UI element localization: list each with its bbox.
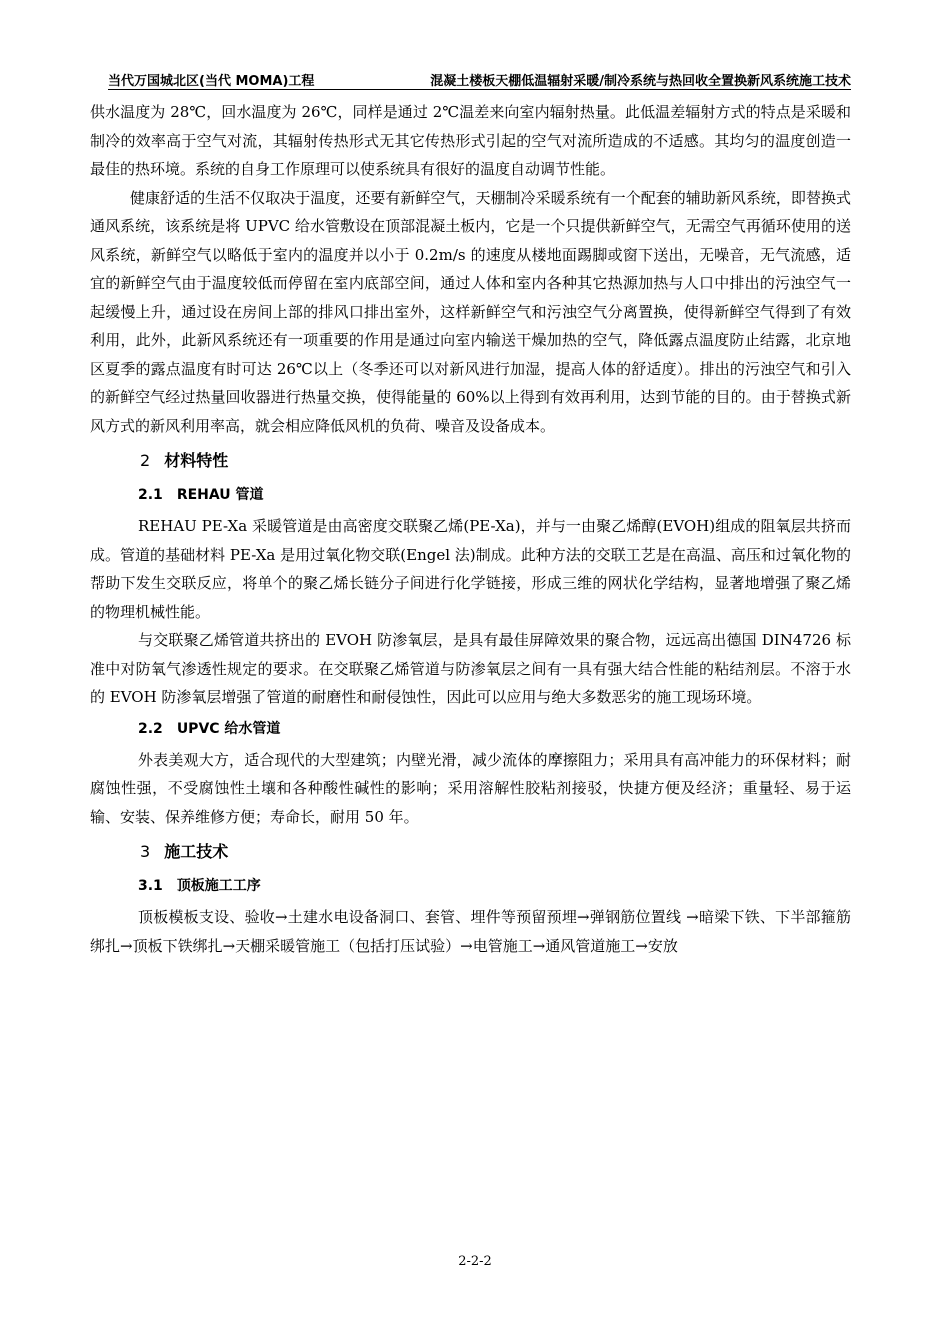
section-title: 施工技术 — [164, 842, 229, 861]
subsection-heading-2-2 — [90, 714, 851, 744]
header-divider — [108, 89, 851, 90]
subsection-title: 顶板施工工序 — [176, 878, 261, 894]
section-number: 2 — [140, 451, 151, 470]
section-title: 材料特性 — [164, 451, 229, 470]
subsection-number: 2.1 — [138, 487, 163, 503]
subsection-number: 2.2 — [138, 720, 163, 737]
paragraph-intro-2: 健康舒适的生活不仅取决于温度，还要有新鲜空气，天棚制冷采暖系统有一个配套的辅助新风系统，即替换式通风系统，该系统是将 UPVC 给水管敷设在顶部混凝土板内，它是一个只提供新鲜空气，无需空气再循环使用的送风系统，新鲜空气以略低于室内的温度并以小于 0.2m/s 的速度从楼地面踢脚或窗下送出，无噪音，无气流感，适宜的新鲜空气由于温度较低而停留在室内底部空间，通过人体和室内各种其它热源加热与人口中排出的污浊空气一起缓慢上升，通过设在房间上部的排风口排出室外，这样新鲜空气和污浊空气分离置换，使得新鲜空气得到了有效利用，此外，此新风系统还有一项重要的作用是通过向室内输送干燥加热的空气，降低露点温度防止结露，北京地区夏季的露点温度有时可达 26℃以上（冬季还可以对新风进行加湿，提高人体的舒适度）。排出的污浊空气和引入的新鲜空气经过热量回收器进行热量交换，使得能量的 60%以上得到有效再利用，达到节能的目的。由于替换式新风方式的新风利用率高，就会相应降低风机的负荷、噪音及设备成本。 — [90, 188, 851, 435]
header-project-name: 当代万国城北区(当代 MOMA)工程 — [108, 74, 315, 89]
header-document-title: 混凝土楼板天棚低温辐射采暖/制冷系统与热回收全置换新风系统施工技术 — [430, 74, 851, 89]
document-body — [90, 98, 851, 960]
subsection-title: UPVC 给水管道 — [176, 720, 281, 737]
paragraph-rehau-1: REHAU PE-Xa 采暖管道是由高密度交联聚乙烯(PE-Xa)，并与一由聚乙烯醇(EVOH)组成的阻氧层共挤而成。管道的基础材料 PE-Xa 是用过氧化物交联(Engel 法)制成。此种方法的交联工艺是在高温、高压和过氧化物的帮助下发生交联反应，将单个的聚乙烯长链分子间进行化学链接，形成三维的网状化学结构，显著地增强了聚乙烯的物理机械性能。 — [90, 517, 851, 621]
subsection-number: 3.1 — [138, 878, 163, 894]
subsection-heading-2-1 — [90, 480, 851, 510]
subsection-heading-3-1 — [90, 871, 851, 901]
paragraph-procedure: 顶板模板支设、验收→土建水电设备洞口、套管、埋件等预留预埋→弹钢筋位置线 →暗梁下铁、下半部箍筋绑扎→顶板下铁绑扎→天棚采暖管施工（包括打压试验）→电管施工→通风管道施工→安放 — [90, 908, 851, 955]
paragraph-intro-1: 供水温度为 28℃，回水温度为 26℃，同样是通过 2℃温差来向室内辐射热量。此低温差辐射方式的特点是采暖和制冷的效率高于空气对流，其辐射传热形式无其它传热形式引起的空气对流所造成的不适感。其均匀的温度创造一最佳的热环境。系统的自身工作原理可以使系统具有很好的温度自动调节性能。 — [90, 103, 851, 178]
section-number: 3 — [140, 842, 151, 861]
page-number: 2-2-2 — [458, 1254, 492, 1269]
subsection-title: REHAU 管道 — [176, 487, 264, 503]
paragraph-upvc: 外表美观大方，适合现代的大型建筑；内壁光滑，减少流体的摩擦阻力；采用具有高冲能力的环保材料；耐腐蚀性强，不受腐蚀性土壤和各种酸性碱性的影响；采用溶解性胶粘剂接驳，快捷方便及经济；重量轻、易于运输、安装、保养维修方便；寿命长，耐用 50 年。 — [90, 750, 851, 826]
paragraph-rehau-2: 与交联聚乙烯管道共挤出的 EVOH 防渗氧层，是具有最佳屏障效果的聚合物，远远高出德国 DIN4726 标准中对防氧气渗透性规定的要求。在交联聚乙烯管道与防渗氧层之间有一具有强大结合性能的粘结剂层。不溶于水的 EVOH 防渗氧层增强了管道的耐磨性和耐侵蚀性，因此可以应用与绝大多数恶劣的施工现场环境。 — [90, 631, 851, 706]
page-header — [108, 70, 851, 90]
section-heading-2 — [90, 446, 851, 476]
section-heading-3 — [90, 837, 851, 867]
